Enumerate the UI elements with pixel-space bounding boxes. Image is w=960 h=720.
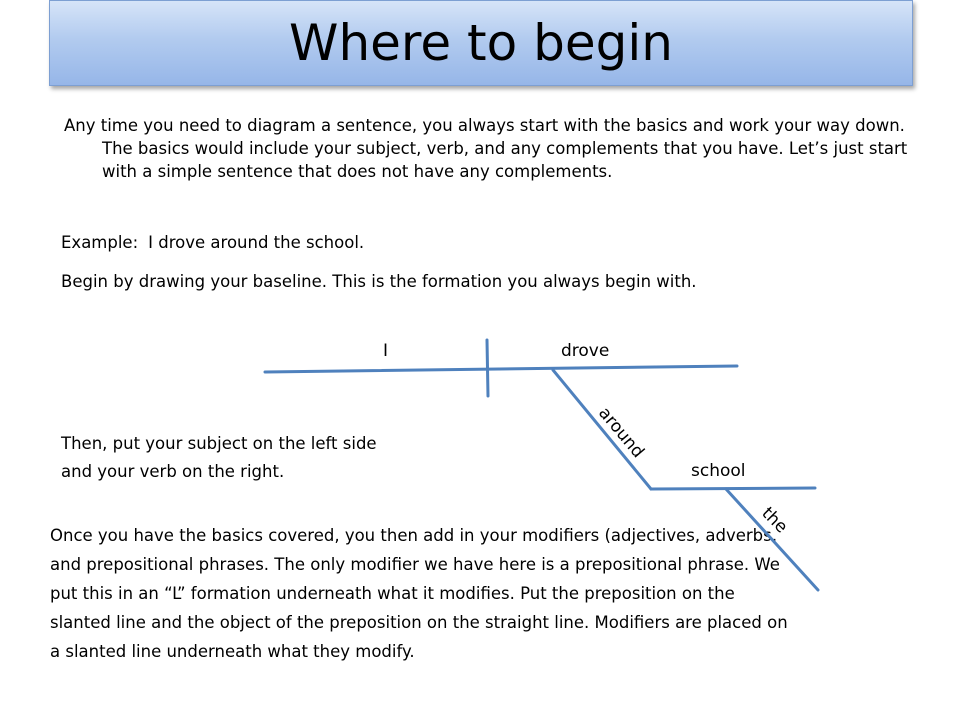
object-line — [651, 488, 815, 489]
diagram-modifier: the — [757, 503, 792, 538]
page-title: Where to begin — [289, 14, 673, 72]
subject-verb-instruction: Then, put your subject on the left side and your verb on the right. — [61, 434, 377, 481]
example-label: Example: — [61, 233, 139, 252]
example-sentence: I drove around the school. — [148, 233, 365, 252]
diagram-verb: drove — [561, 341, 610, 361]
intro-paragraph: Any time you need to diagram a sentence, you always start with the basics and work your way down. The basics would include your subject, verb, and any complements that you have. Let’s just start with a simple sentence that does not have any complements. — [64, 116, 908, 181]
preposition-slant-line — [553, 370, 651, 489]
subject-verb-divider — [487, 340, 488, 396]
baseline-instruction: Begin by drawing your baseline. This is the formation you always begin with. — [61, 272, 697, 291]
diagram-subject: I — [383, 341, 389, 361]
diagram-preposition: around — [594, 403, 648, 463]
diagram-object: school — [691, 461, 746, 481]
baseline — [265, 366, 737, 372]
modifier-instruction: Once you have the basics covered, you then add in your modifiers (adjectives, adverbs, and prepositional phrases. The only modifier we have here is a prepositional phrase. We put this in an “L” formation underneath what it modifies. Put the preposition on the slanted line and the object of the preposition on the straight line. Modifiers are placed on a slanted line underneath what they modify. — [50, 526, 788, 661]
